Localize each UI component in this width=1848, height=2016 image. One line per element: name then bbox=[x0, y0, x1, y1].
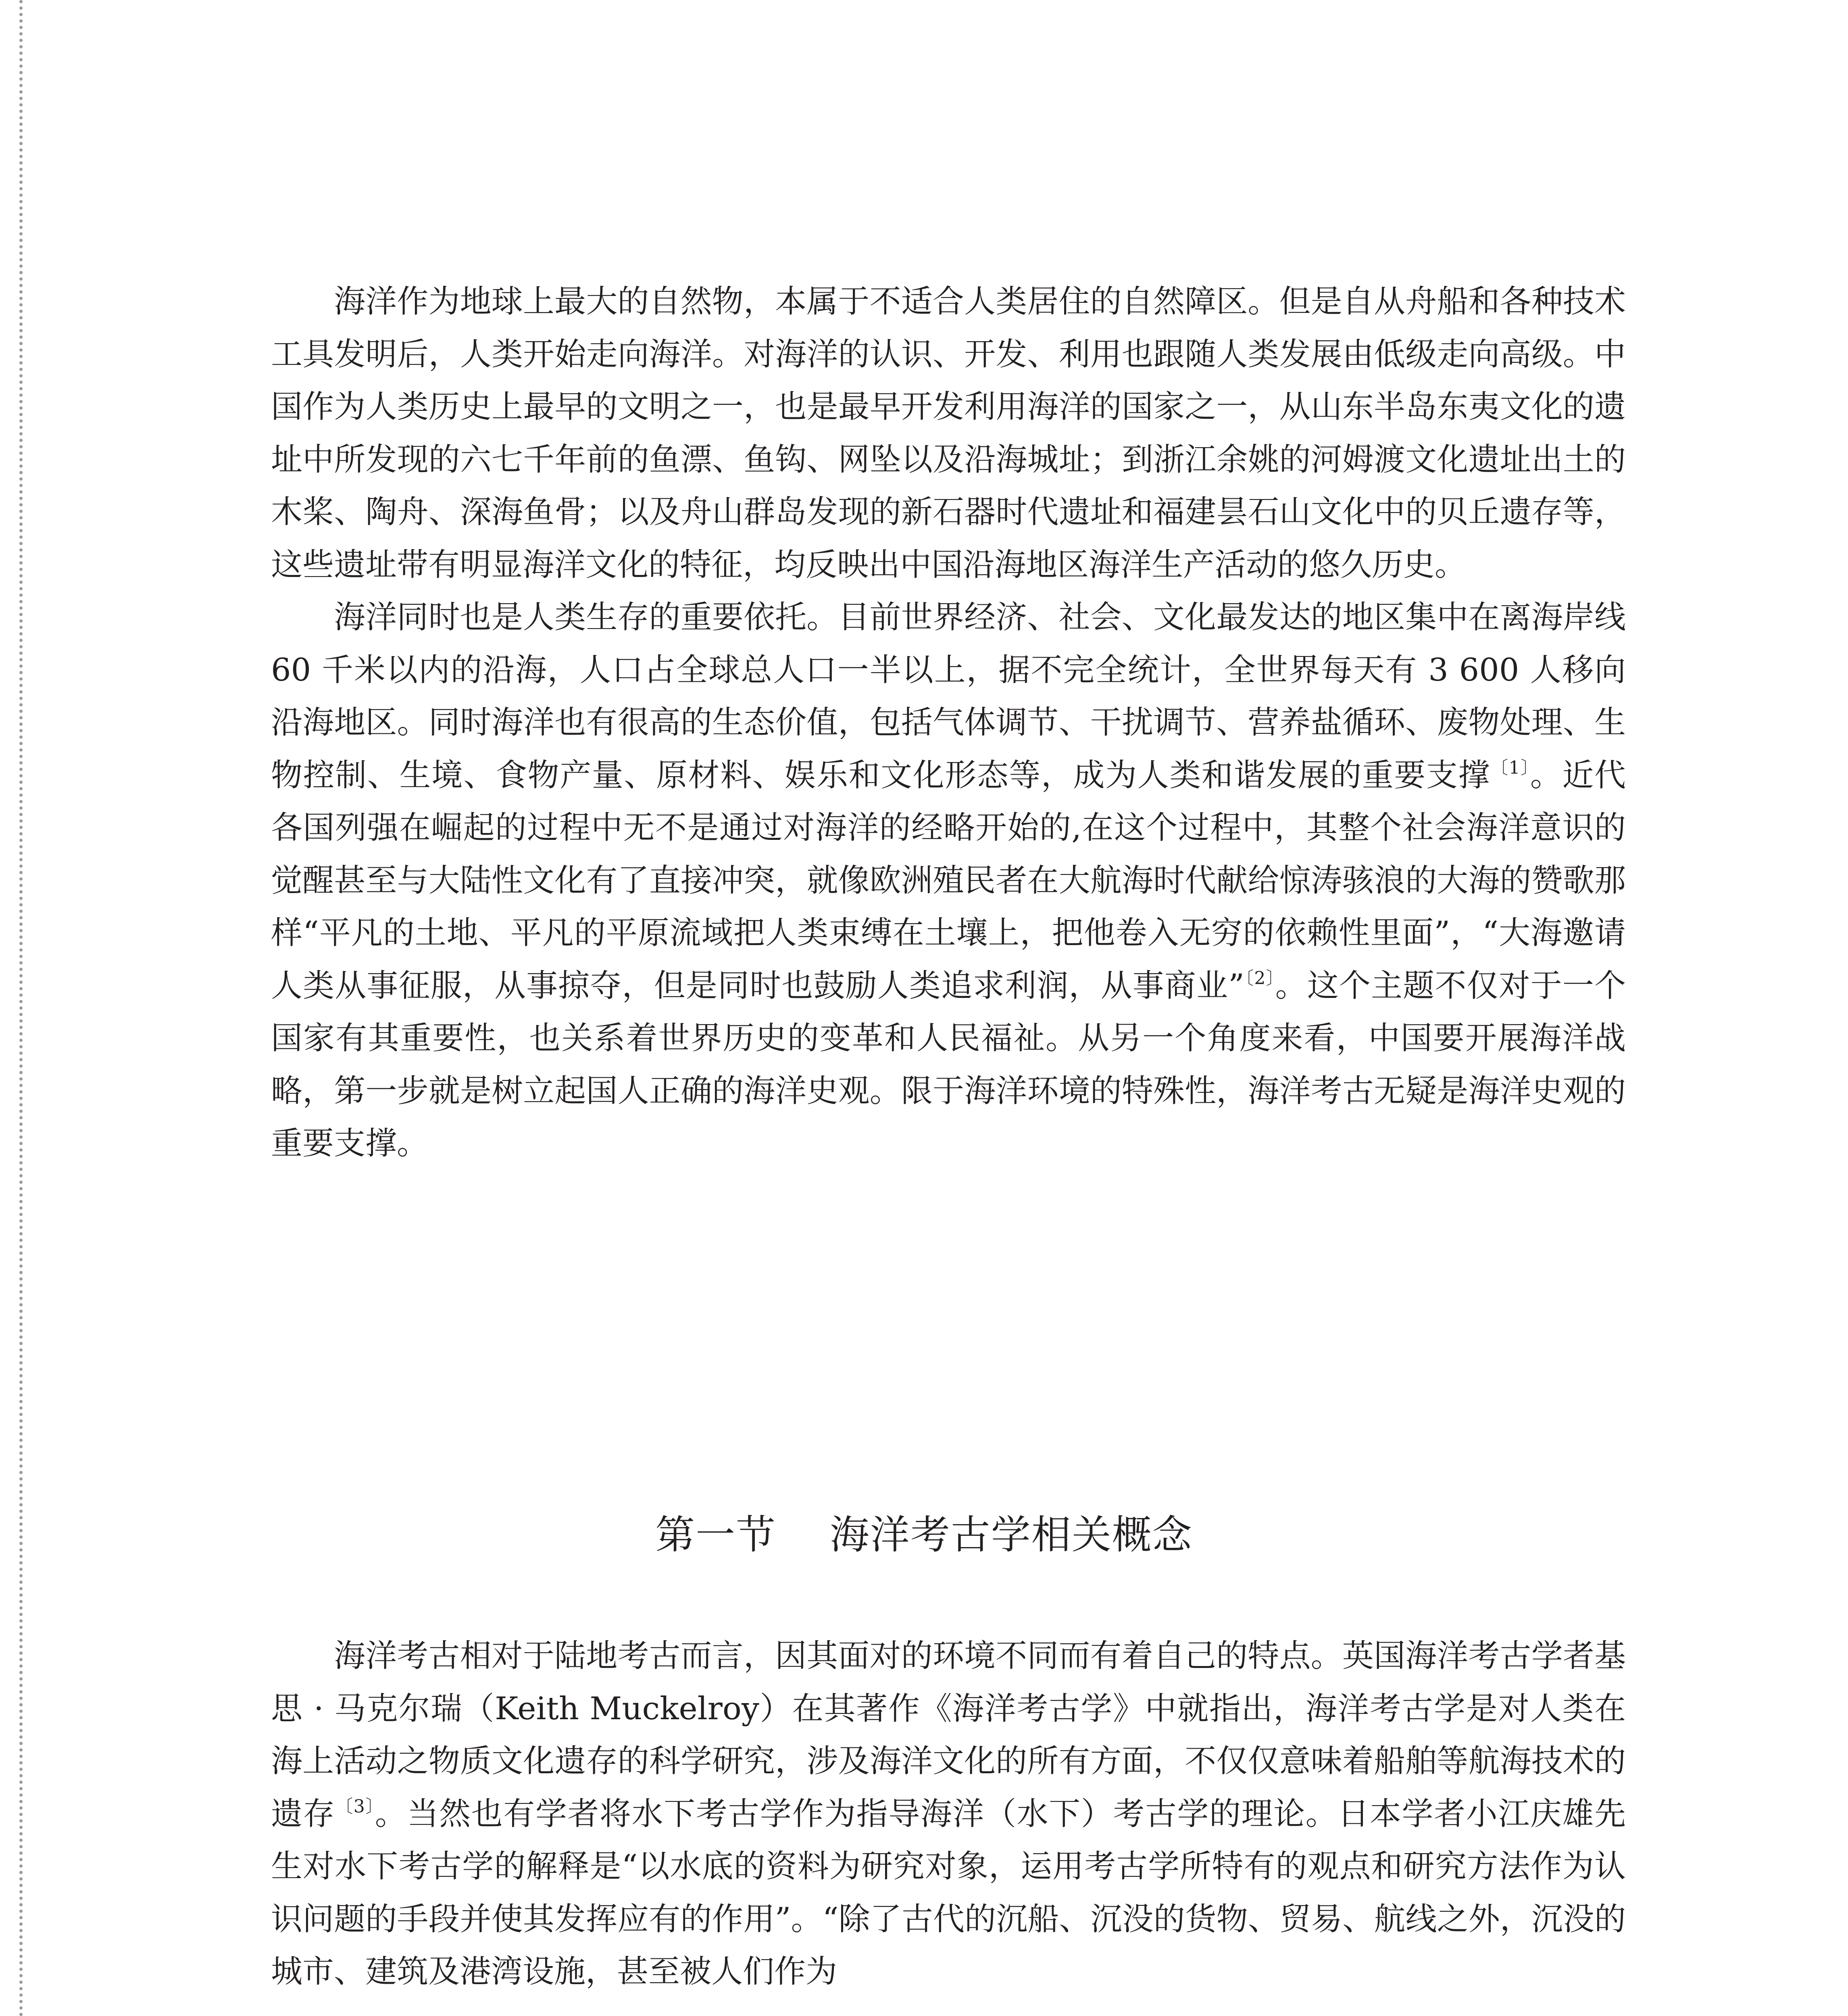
section-text-block bbox=[271, 1630, 1626, 1998]
paragraph-maritime-archaeology bbox=[271, 1630, 1626, 1998]
paragraph-ocean-importance bbox=[271, 591, 1626, 1170]
paragraph-text: 。近代各国列强在崛起的过程中无不是通过对海洋的经略开始的,在这个过程中，其整个社会海洋意识的觉醒甚至与大陆性文化有了直接冲突，就像欧洲殖民者在大航海时代献给惊涛骇浪的大海的赞歌那样“平凡的土地、平凡的平原流域把人类束缚在土壤上，把他卷入无穷的依赖性里面”，“大海邀请人类从事征服，从事掠夺，但是同时也鼓励人类追求利润，从事商业” bbox=[271, 757, 1626, 1004]
paragraph-text: 海洋同时也是人类生存的重要依托。目前世界经济、社会、文化最发达的地区集中在离海岸线 60 千米以内的沿海，人口占全球总人口一半以上，据不完全统计，全世界每天有 3 600 人移向沿海地区。同时海洋也有很高的生态价值，包括气体调节、干扰调节、营养盐循环、废物处理、生物控制、生境、食物产量、原材料、娱乐和文化形态等，成为人类和谐发展的重要支撑 bbox=[271, 599, 1626, 793]
footnote-ref-1[interactable]: 〔1〕 bbox=[1490, 757, 1530, 778]
paragraph-text: 海洋考古相对于陆地考古而言，因其面对的环境不同而有着自己的特点。英国海洋考古学者基思 · 马克尔瑞（Keith Muckelroy）在其著作《海洋考古学》中就指出，海洋考古学是对人类在海上活动之物质文化遗存的科学研究，涉及海洋文化的所有方面，不仅仅意味着船舶等航海技术的遗存 bbox=[271, 1638, 1626, 1832]
paragraph-text: 。当然也有学者将水下考古学作为指导海洋（水下）考古学的理论。日本学者小江庆雄先生对水下考古学的解释是“以水底的资料为研究对象，运用考古学所特有的观点和研究方法作为认识问题的手段并使其发挥应有的作用”。“除了古代的沉船、沉没的货物、贸易、航线之外，沉没的城市、建筑及港湾设施，甚至被人们作为 bbox=[271, 1795, 1626, 1990]
paragraph-maritime-origins: 海洋作为地球上最大的自然物，本属于不适合人类居住的自然障区。但是自从舟船和各种技术工具发明后，人类开始走向海洋。对海洋的认识、开发、利用也跟随人类发展由低级走向高级。中国作为人类历史上最早的文明之一，也是最早开发利用海洋的国家之一，从山东半岛东夷文化的遗址中所发现的六七千年前的鱼漂、鱼钩、网坠以及沿海城址；到浙江余姚的河姆渡文化遗址出土的木桨、陶舟、深海鱼骨；以及舟山群岛发现的新石器时代遗址和福建昙石山文化中的贝丘遗存等，这些遗址带有明显海洋文化的特征，均反映出中国沿海地区海洋生产活动的悠久历史。 bbox=[271, 283, 1626, 583]
paragraph-text: 。这个主题不仅对于一个国家有其重要性，也关系着世界历史的变革和人民福祉。从另一个角度来看，中国要开展海洋战略，第一步就是树立起国人正确的海洋史观。限于海洋环境的特殊性，海洋考古无疑是海洋史观的重要支撑。 bbox=[271, 967, 1626, 1162]
footnote-ref-3[interactable]: 〔3〕 bbox=[335, 1796, 375, 1817]
footnote-ref-2[interactable]: 〔2〕 bbox=[1244, 968, 1275, 989]
section-heading bbox=[0, 1509, 1848, 1561]
page-edge-left bbox=[19, 0, 23, 2016]
section-number: 第一节 bbox=[655, 1512, 777, 1558]
intro-text-block bbox=[271, 275, 1626, 1170]
section-title-text: 海洋考古学相关概念 bbox=[829, 1512, 1193, 1558]
